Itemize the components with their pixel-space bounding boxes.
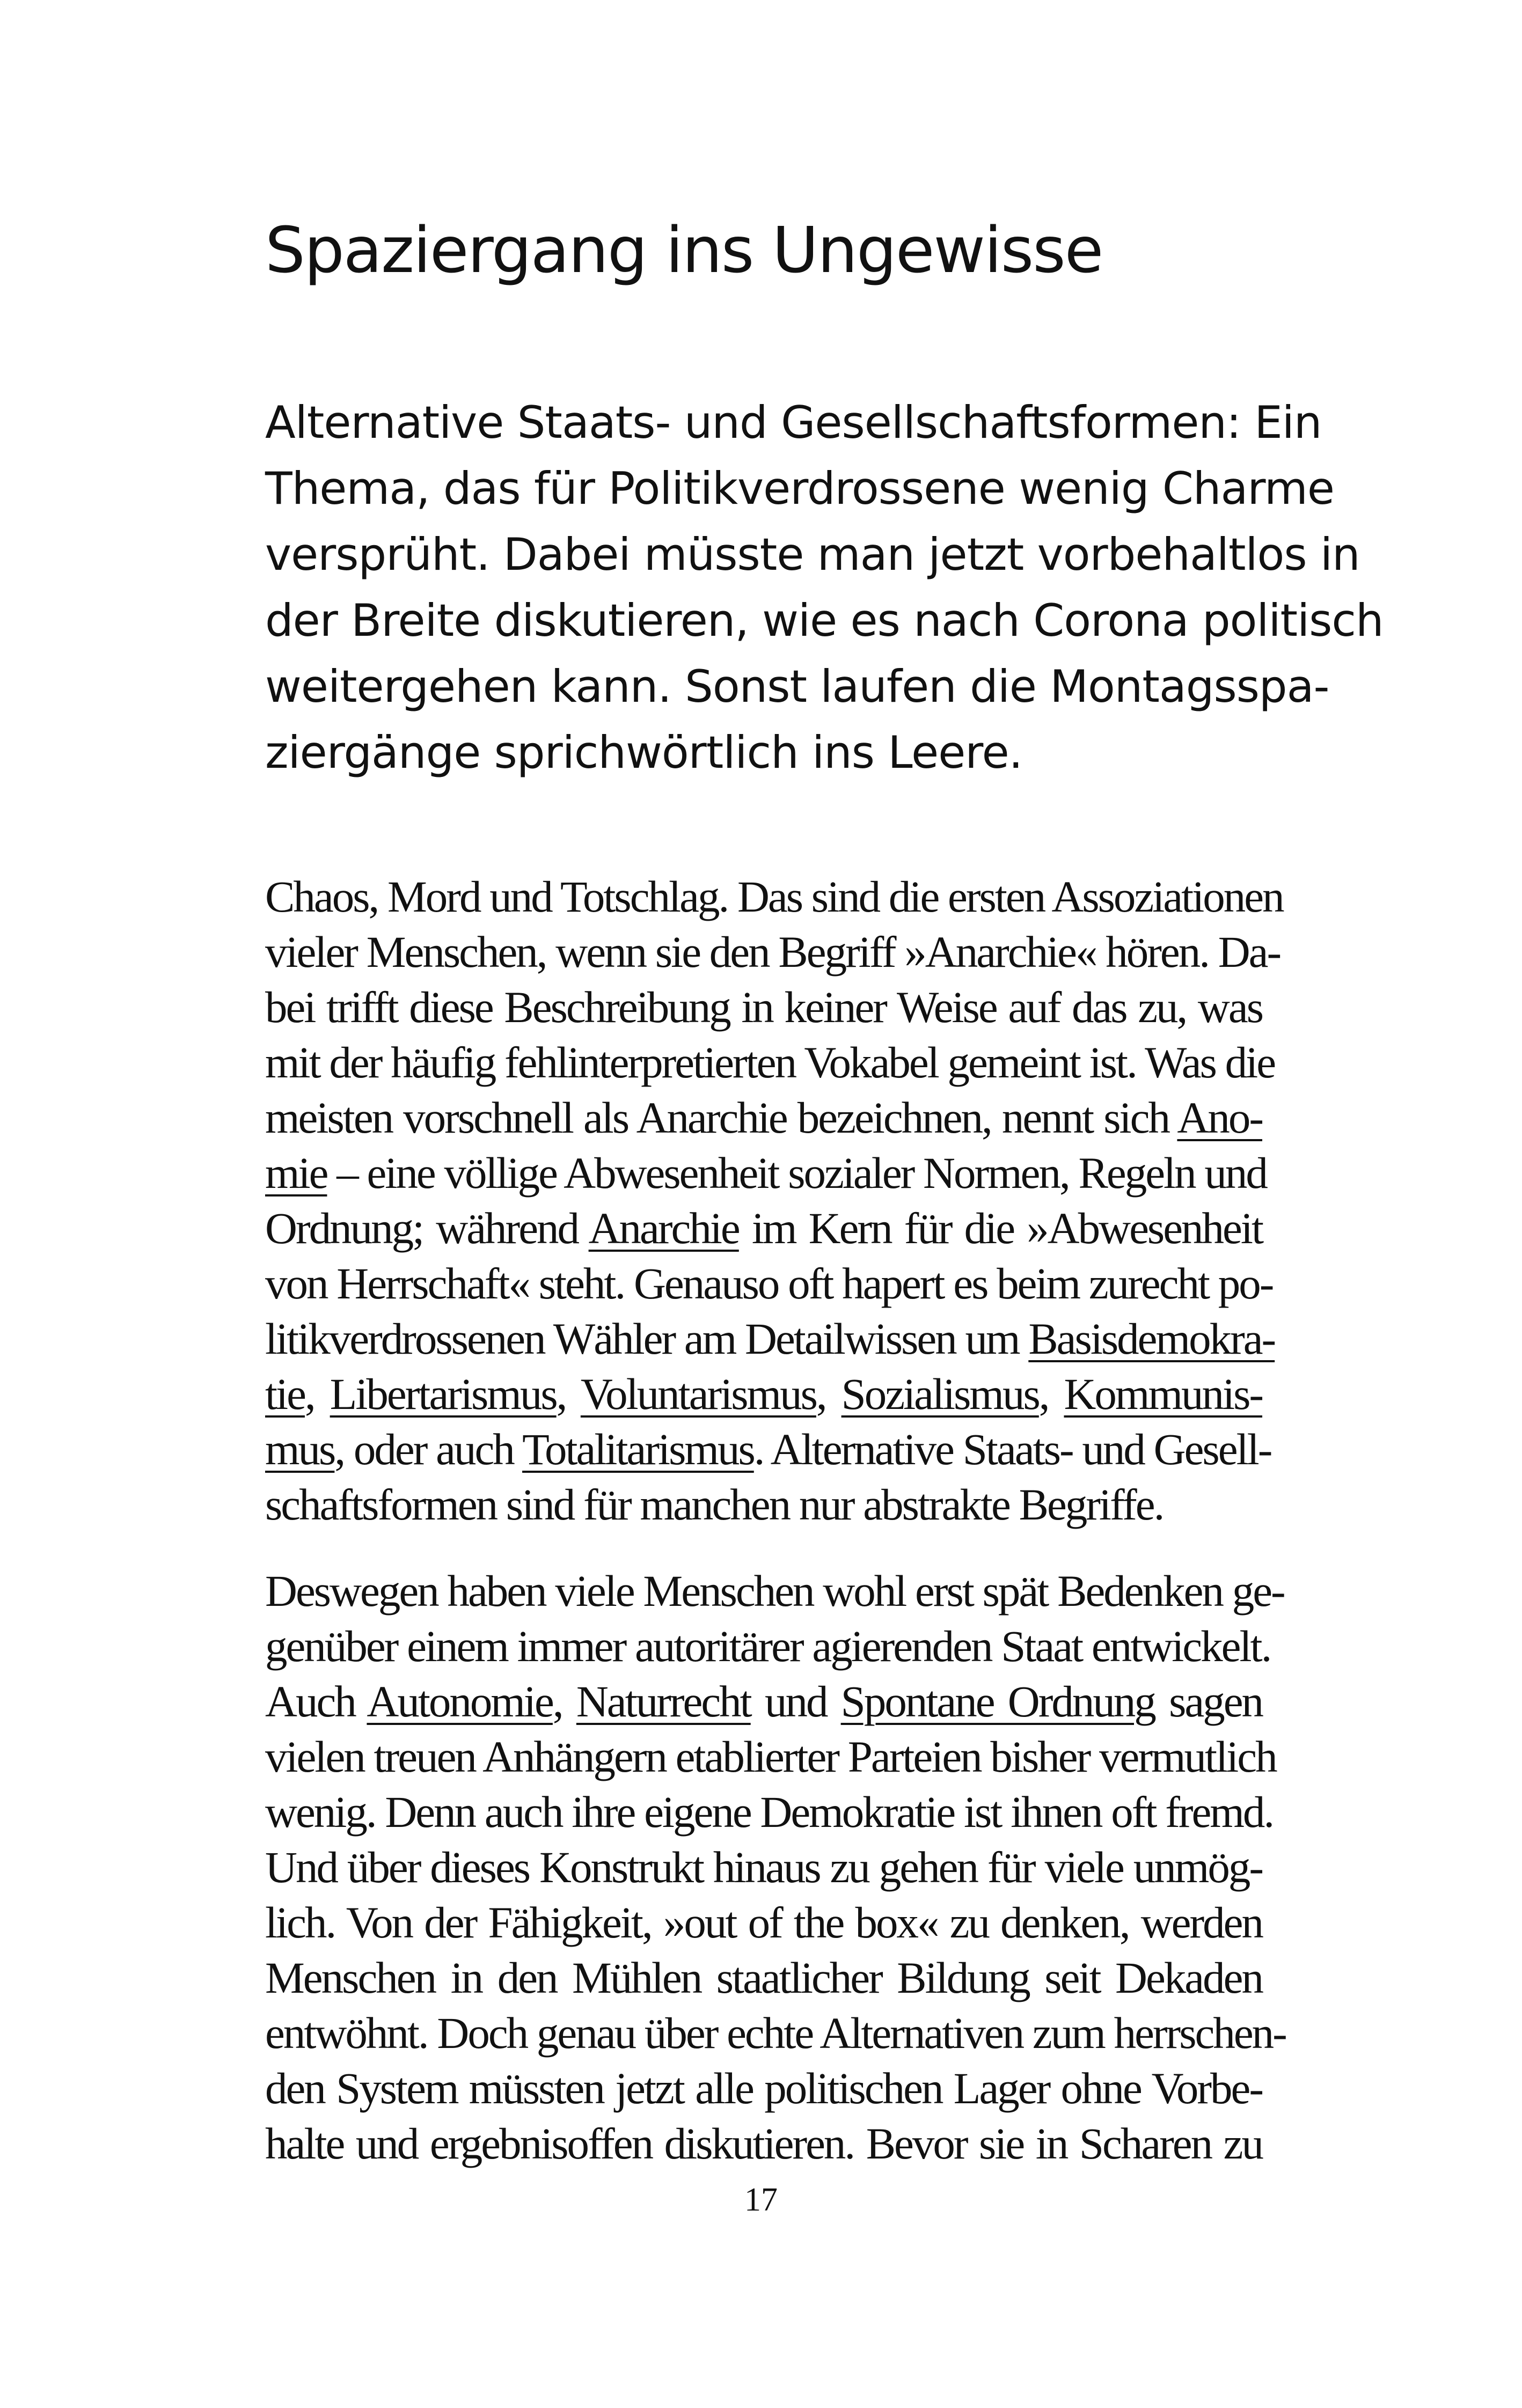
lead-line: Alternative Staats- und Gesellschaftsformen: Ein bbox=[265, 397, 1322, 449]
text-line: halte und ergebnisoffen diskutieren. Bevor sie in Scharen zu bbox=[265, 2119, 1262, 2168]
text-line: von Herrschaft« steht. Genauso oft hapert es beim zurecht po- bbox=[265, 1259, 1273, 1308]
text-segment: im Kern für die »Abwesenheit bbox=[751, 1203, 1263, 1253]
link-naturrecht[interactable]: Naturrecht bbox=[576, 1677, 751, 1726]
text-segment: , oder auch bbox=[334, 1425, 514, 1474]
link-anomie-continued[interactable]: mie bbox=[265, 1148, 327, 1198]
link-totalitarismus[interactable]: Totalitarismus bbox=[522, 1425, 754, 1474]
text-line: entwöhnt. Doch genau über echte Alternativen zum herrschen- bbox=[265, 2008, 1286, 2058]
lead-line: Thema, das für Politikverdrossene wenig Charme bbox=[265, 462, 1334, 515]
text-line: Chaos, Mord und Totschlag. Das sind die ersten Assoziationen bbox=[265, 872, 1283, 921]
page-number: 17 bbox=[744, 2182, 778, 2218]
lead-paragraph bbox=[265, 390, 1384, 785]
link-anarchie[interactable]: Anarchie bbox=[588, 1203, 739, 1253]
text-line bbox=[265, 1090, 1262, 1146]
text-line: mit der häufig fehlinterpretierten Vokabel gemeint ist. Was die bbox=[265, 1038, 1275, 1087]
text-segment: sagen bbox=[1169, 1677, 1263, 1726]
text-segment: . Alternative Staats- und Gesell- bbox=[753, 1425, 1271, 1474]
link-autonomie[interactable]: Autonomie bbox=[367, 1677, 553, 1726]
text-line: bei trifft diese Beschreibung in keiner Weise auf das zu, was bbox=[265, 982, 1262, 1032]
text-line: vielen treuen Anhängern etablierter Parteien bisher vermutlich bbox=[265, 1732, 1276, 1781]
text-segment: Auch bbox=[265, 1677, 355, 1726]
text-line: den System müssten jetzt alle politischen Lager ohne Vorbe- bbox=[265, 2064, 1262, 2113]
lead-line: weitergehen kann. Sonst laufen die Montagsspa- bbox=[265, 660, 1329, 713]
link-spontane-ordnung[interactable]: Spontane Ordnung bbox=[840, 1677, 1155, 1726]
text-line: wenig. Denn auch ihre eigene Demokratie ist ihnen oft fremd. bbox=[265, 1787, 1274, 1837]
link-libertarismus[interactable]: Libertarismus bbox=[330, 1369, 557, 1419]
text-segment: litikverdrossenen Wähler am Detailwissen um bbox=[265, 1314, 1019, 1363]
text-segment: meisten vorschnell als Anarchie bezeichnen, nennt sich bbox=[265, 1093, 1169, 1142]
text-segment: und bbox=[764, 1677, 827, 1726]
link-kommunismus[interactable]: Kommunis- bbox=[1064, 1369, 1263, 1419]
text-line bbox=[265, 1146, 1267, 1201]
text-line: lich. Von der Fähigkeit, »out of the box« zu denken, werden bbox=[265, 1898, 1262, 1947]
link-sozialismus[interactable]: Sozialismus bbox=[841, 1369, 1039, 1419]
text-line bbox=[265, 1422, 1271, 1477]
article-title: Spaziergang ins Ungewisse bbox=[265, 213, 1103, 287]
lead-line: ziergänge sprichwörtlich ins Leere. bbox=[265, 726, 1023, 779]
text-line bbox=[265, 1201, 1262, 1256]
lead-line: der Breite diskutieren, wie es nach Corona politisch bbox=[265, 594, 1384, 647]
text-segment: Ordnung; während bbox=[265, 1203, 579, 1253]
link-basisdemokratie[interactable]: Basisdemokra- bbox=[1028, 1314, 1275, 1363]
text-line: Deswegen haben viele Menschen wohl erst spät Bedenken ge- bbox=[265, 1566, 1284, 1616]
text-line: genüber einem immer autoritärer agierenden Staat entwickelt. bbox=[265, 1621, 1271, 1671]
link-voluntarismus[interactable]: Voluntarismus bbox=[580, 1369, 816, 1419]
text-line: Auch Autonomie, Naturrecht und Spontane Ordnung sagen bbox=[265, 1677, 1263, 1726]
text-line: tie, Libertarismus, Voluntarismus, Sozialismus, Kommunis- bbox=[265, 1369, 1263, 1419]
link-kommunismus-continued[interactable]: mus bbox=[265, 1425, 335, 1474]
body-paragraph-1 bbox=[265, 869, 1283, 1532]
text-line: Und über dieses Konstrukt hinaus zu gehen für viele unmög- bbox=[265, 1842, 1262, 1892]
text-line bbox=[265, 1311, 1275, 1367]
text-line: schaftsformen sind für manchen nur abstrakte Begriffe. bbox=[265, 1480, 1164, 1529]
link-basisdemokratie-continued[interactable]: tie bbox=[265, 1369, 305, 1419]
link-anomie[interactable]: Ano- bbox=[1177, 1093, 1262, 1142]
text-line: vieler Menschen, wenn sie den Begriff »Anarchie« hören. Da- bbox=[265, 927, 1280, 977]
text-segment: – eine völlige Abwesenheit sozialer Normen, Regeln und bbox=[327, 1148, 1267, 1198]
lead-line: versprüht. Dabei müsste man jetzt vorbehaltlos in bbox=[265, 528, 1360, 581]
text-line: Menschen in den Mühlen staatlicher Bildung seit Dekaden bbox=[265, 1953, 1262, 2002]
body-paragraph-2 bbox=[265, 1563, 1286, 2171]
